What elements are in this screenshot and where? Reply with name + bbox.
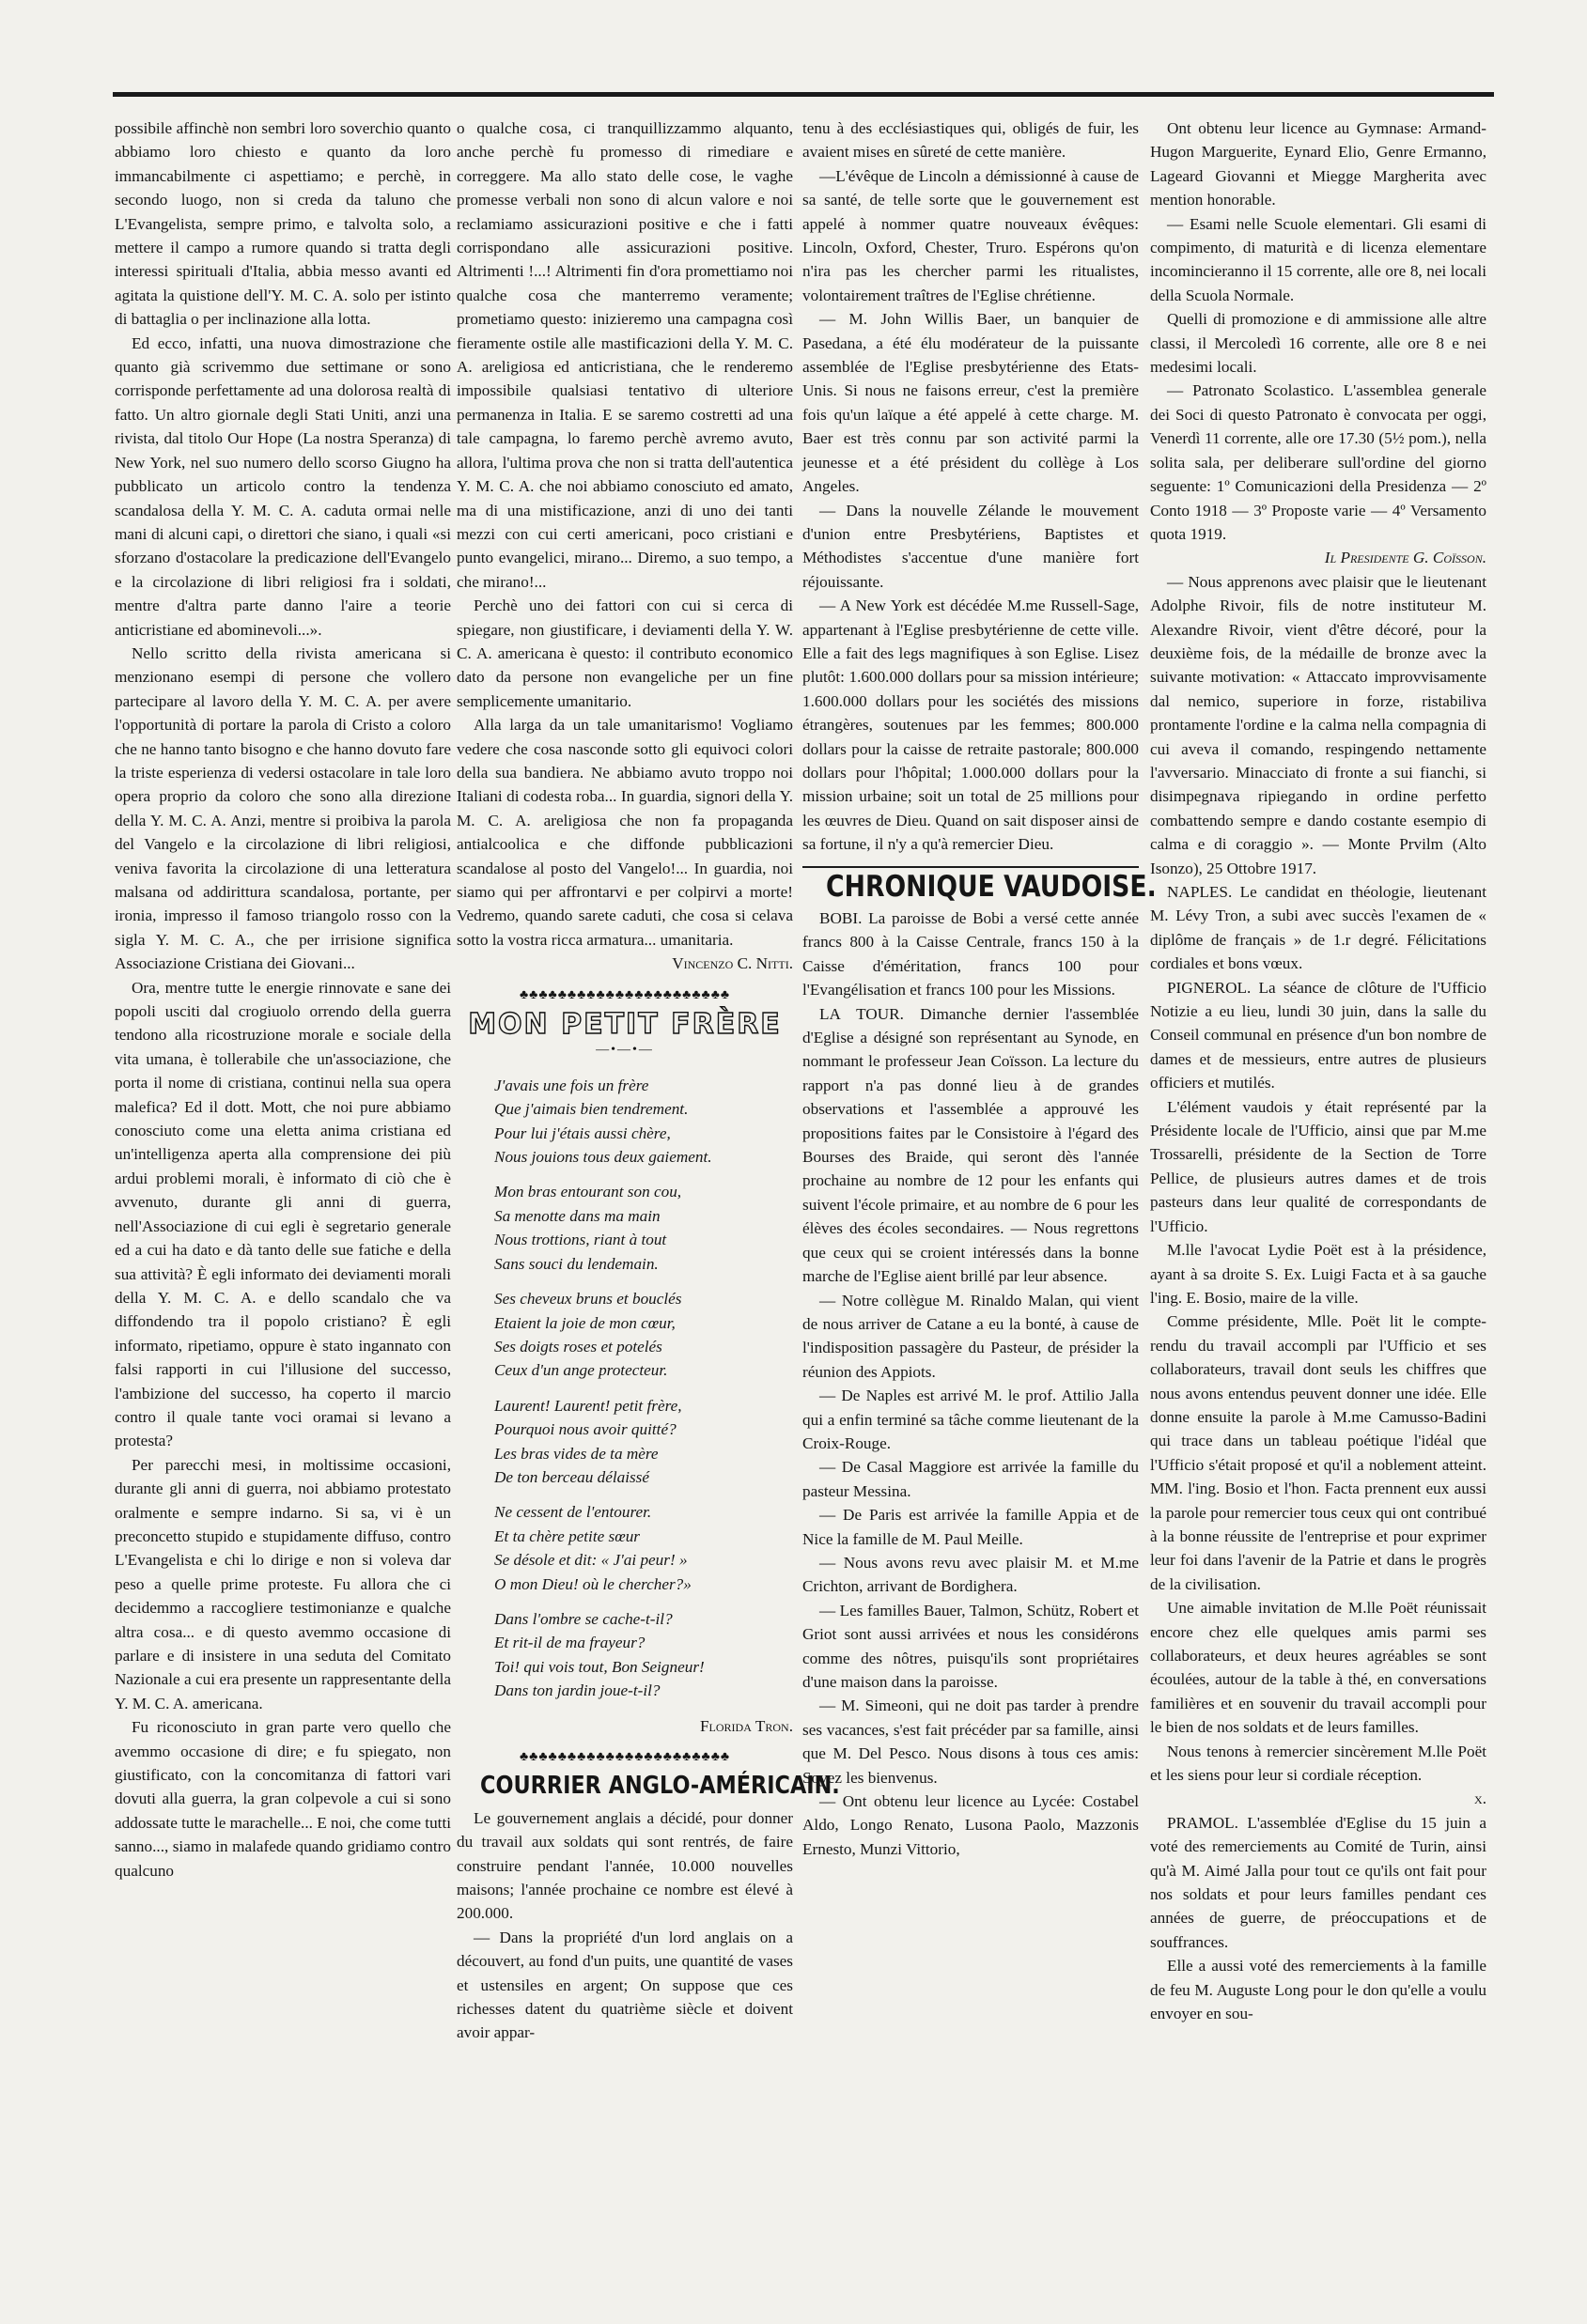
col3-paragraph: — Dans la nouvelle Zélande le mouvement d'union entre Presbytériens, Baptistes et Méthodistes s'accentue d'une manière fort réjouissante. <box>802 501 1139 591</box>
col4-paragraph: — Nous apprenons avec plaisir que le lieutenant Adolphe Rivoir, fils de notre instituteur M. Alexandre Rivoir, vient d'être décoré, pour la deuxième fois, de la médaille de bronze avec la suivante motivation: « Attaccato improvvisamente dal nemico, superiore in forze, ristabiliva prontamente l'ordine e la calma nella compagnia di cui aveva il comando, respingendo nettamente l'avversario. Minacciato di fronte a sui fianchi, si disimpegnava ripiegando in ordine perfetto combattendo sempre e dando costante esempio di calma e di coraggio ». — Monte Prvilm (Alto Isonzo), 25 Ottobre 1917. <box>1150 572 1486 877</box>
top-rule <box>113 92 1494 97</box>
poem-line: Se désole et dit: « J'ai peur! » <box>494 1551 688 1570</box>
poem-line: O mon Dieu! où le chercher?» <box>494 1574 692 1593</box>
col3-paragraph: — Ont obtenu leur licence au Lycée: Costabel Aldo, Longo Renato, Lusona Paolo, Mazzonis Ernesto, Munzi Vittorio, <box>802 1792 1139 1858</box>
poem-line: J'avais une fois un frère <box>494 1076 649 1094</box>
poem-stanza <box>494 1394 793 1490</box>
column-2 <box>457 116 840 2045</box>
poem-stanza <box>494 1500 793 1596</box>
col1-paragraph: possibile affinchè non sembri loro soverchio quanto abbiamo loro chiesto e quanto da loro immancabilmente ci aspettiamo; e perchè, in secondo luogo, non si creda da taluno che L'Evangelista, sempre primo, e talvolta solo, a mettere il campo a rumore quando si tratta degli interessi spirituali d'Italia, abbia messo avanti ed agitata la quistione dell'Y. M. C. A. solo per istinto di battaglia o per inclinazione alla lotta. <box>115 119 451 329</box>
col4-paragraph: PIGNEROL. La séance de clôture de l'Ufficio Notizie a eu lieu, lundi 30 juin, dans la salle du Conseil communal en présence d'un bon nombre de dames et de messieurs, entre autres de plusieurs officiers et mutilés. <box>1150 978 1486 1092</box>
poem-stanza <box>494 1287 793 1383</box>
col3-paragraph: — Les familles Bauer, Talmon, Schütz, Robert et Griot sont aussi arrivées et nous les considérons comme des nôtres, puisqu'ils sont propriétaires d'une maison dans la paroisse. <box>802 1601 1139 1691</box>
poem-author: Florida Tron. <box>699 1716 793 1735</box>
col4-paragraph: L'élément vaudois y était représenté par la Présidente locale de l'Ufficio, ainsi que par M.me Trossarelli, présidente de la Section de Torre Pellice, de plusieurs autres dames et de trois pasteurs dans leur qualité de correspondants de l'Ufficio. <box>1150 1097 1486 1235</box>
col2-paragraph: Perchè uno dei fattori con cui si cerca di spiegare, non giustificare, i deviamenti della Y. W. C. A. americana è questo: il contributo economico dato da persone non evangeliche per un fine semplicemente umanitario. <box>457 596 793 710</box>
col3-paragraph: — De Paris est arrivée la famille Appia et de Nice la famille de M. Paul Meille. <box>802 1506 1139 1548</box>
poem-line: Pourquoi nous avoir quitté? <box>494 1420 677 1439</box>
article-signature: Vincenzo C. Nitti. <box>672 954 793 973</box>
poem-line: Ses cheveux bruns et bouclés <box>494 1290 682 1309</box>
col2-paragraph: Alla larga da un tale umanitarismo! Vogliamo vedere che cosa nasconde sotto gli equivoci colori della sua bandiera. Ne abbiamo avuto troppo noi Italiani di codesta roba... In guardia, signori della Y. M. C. A. areligiosa che non fa propaganda antialcoolica e che diffonde pubblicazioni scandalose al posto del Vangelo!... In guardia, noi siamo qui per affrontarvi e per colpirvi a morte! Vedremo, quando sarete caduti, che cosa si celava sotto la vostra ricca armatura... umanitaria. <box>457 716 793 949</box>
poem-line: Et ta chère petite sœur <box>494 1526 640 1545</box>
col4-paragraph: Quelli di promozione e di ammissione alle altre classi, il Mercoledì 16 corrente, alle ore 8 e nei medesimi locali. <box>1150 310 1486 377</box>
poem-line: Toi! qui vois tout, Bon Seigneur! <box>494 1657 705 1676</box>
poem-line: Ne cessent de l'entourer. <box>494 1503 652 1522</box>
col1-paragraph: Fu riconosciuto in gran parte vero quello che avemmo occasione di dire; e fu spiegato, non giustificato, con la concomitanza di fattori vari dovuti alla guerra, la gran colpevole a cui si sono addossate tutte le marachelle... E noi, che come tutti sanno..., siamo in malafede quando gridiamo contro qualcuno <box>115 1718 451 1880</box>
col4-paragraph: M.lle l'avocat Lydie Poët est à la présidence, ayant à sa droite S. Ex. Luigi Facta et à sa gauche l'ing. E. Bosio, maire de la ville. <box>1150 1241 1486 1307</box>
poem-line: Dans ton jardin joue-t-il? <box>494 1681 661 1700</box>
stars-separator: ♣♣♣♣♣♣♣♣♣♣♣♣♣♣♣♣♣♣♣♣♣♣ <box>519 987 731 1002</box>
col3-paragraph: LA TOUR. Dimanche dernier l'assemblée d'Eglise a désigné son représentant au Synode, en nommant le professeur Jean Coïsson. La lecture du rapport n'a pas donné lieu à de grandes observations et l'assemblée a approuvé les propositions faites par le Consistoire à l'égard des Bourses des Braide, qui seront dès l'année prochaine au nombre de 12 pour les enfants qui suivent l'école primaire, et au nombre de 6 pour les élèves des écoles secondaires. — Nous regrettons que ceux qui se croient intéressés dans la bonne marche de l'Eglise aient brillé par leur absence. <box>802 1004 1139 1286</box>
ornament-separator: ♣♣♣♣♣♣♣♣♣♣♣♣♣♣♣♣♣♣♣♣♣♣ <box>519 1750 731 1764</box>
chronique-heading: CHRONIQUE VAUDOISE. <box>826 869 1157 904</box>
poem-line: Pour lui j'étais aussi chère, <box>494 1123 671 1142</box>
column-4 <box>1150 116 1486 2026</box>
col3-paragraph: — A New York est décédée M.me Russell-Sage, appartenant à l'Eglise presbytérienne de cette ville. Elle a fait des legs magnifiques à son Eglise. Lisez plutôt: 1.600.000 dollars pour sa mission intérieure; 1.600.000 dollars pour les sociétés des missions étrangères, soutenues par les femmes; 800.000 dollars pour la caisse de retraite pastorale; 800.000 dollars pour l'hôpital; 1.000.000 dollars pour la mission urbaine; soit un total de 25 millions pour les œuvres de Dieu. Quand on sait disposer ainsi de sa fortune, il n'y a qu'à remercier Dieu. <box>802 596 1139 854</box>
col1-paragraph: Ora, mentre tutte le energie rinnovate e sane dei popoli usciti dal crogiuolo orrendo della guerra tendono alla ricostruzione morale e sociale della vita umana, è tollerabile che un'associazione, che porta il nome di cristiana, continui nella sua opera malefica? Ed il dott. Mott, che noi pure abbiamo conosciuto come una eletta anima cristiana ed un'intelligenza aperta alla comprensione dei più ardui problemi morali, è informato di ciò che è avvenuto, durante gli anni di guerra, nell'Associazione di cui egli è segretario generale ed a cui ha dato e dà tanto delle sue fatiche e della sua attività? È egli informato dei deviamenti morali della Y. M. C. A. e dello scandalo che va diffondendo tra il popolo cristiano? È egli informato, ripetiamo, oppure è stato ingannato con falsi rapporti in cui l'illusione del successo, l'ambizione del successo, ha coperto il marcio contro il quale tante voci oramai si levano a protesta? <box>115 978 451 1450</box>
col3-paragraph: — M. Simeoni, qui ne doit pas tarder à prendre ses vacances, s'est fait précéder par sa famille, ainsi que M. Del Pesco. Nous disons à tous ces amis: Soyez les bienvenus. <box>802 1697 1139 1787</box>
col1-paragraph: Per parecchi mesi, in moltissime occasioni, durante gli anni di guerra, noi abbiamo protestato oralmente e sempre indarno. Si sa, vi è un preconcetto stupido e stupidamente diffuso, contro L'Evangelista e chi lo dirige e non si voleva dar peso a quelle prime proteste. Fu allora che ci decidemmo a raccogliere testimonianze e qualche altra cosa... e di questo avemmo occasione di parlare e di insistere in una seduta del Comitato Nazionale a cui era presente un rappresentante della Y. M. C. A. americana. <box>115 1455 451 1712</box>
col3-paragraph: —L'évêque de Lincoln a démissionné à cause de sa santé, de telle sorte que le gouvernement est appelé à nommer quatre nouveaux évêques: Lincoln, Oxford, Chester, Truro. Espérons qu'on n'ira pas les chercher parmi les ritualistes, volontairement traîtres de l'Eglise chrétienne. <box>802 166 1139 304</box>
col1-paragraph: Nello scritto della rivista americana si menzionano esempi di persone che vollero partecipare al lavoro della Y. M. C. A. per avere l'opportunità di portare la parola di Cristo a coloro che ne hanno tanto bisogno e che hanno dovuto fare la triste esperienza di vedersi ostacolare in tale loro opera proprio da coloro che sono alla direzione della Y. M. C. A. Anzi, mentre si proibiva la parola del Vangelo e la circolazione di libri religiosi, veniva favorita la circolazione di una letteratura malsana od addirittura scandalosa, portante, per ironia, impresso il famoso triangolo rosso con la sigla Y. M. C. A., che per irrisione significa Associazione Cristiana dei Giovani... <box>115 643 451 973</box>
section-rule <box>802 866 1139 868</box>
poem-line: Laurent! Laurent! petit frère, <box>494 1396 682 1415</box>
poem-line: De ton berceau délaissé <box>494 1467 649 1486</box>
poem-line: Etaient la joie de mon cœur, <box>494 1313 676 1332</box>
poem-line: Sans souci du lendemain. <box>494 1254 659 1273</box>
col4-paragraph: Comme présidente, Mlle. Poët lit le compte-rendu du travail accompli par l'Ufficio et ses collaborateurs, travail dont seuls les chiffres que nous avons entendus peuvent donner une idée. Elle donne ensuite la parole à M.me Camusso-Badini qui trace dans un tableau poétique l'idéal que l'Ufficio s'était proposé et qu'il a noblement atteint. MM. l'ing. Bosio et l'hon. Facta prennent eux aussi la parole pour remercier tous ceux qui ont contribué à la bonne réussite de l'entreprise et pour exprimer leur foi dans l'avenir de la Patrie et dans le progrès de la civilisation. <box>1150 1312 1486 1593</box>
poem-line: Que j'aimais bien tendrement. <box>494 1100 689 1119</box>
col1-paragraph: Ed ecco, infatti, una nuova dimostrazione che quanto già scrivemmo due settimane or sono corrisponde perfettamente ad una dolorosa realtà di fatto. Un altro giornale degli Stati Uniti, anzi una rivista, dal titolo Our Hope (La nostra Speranza) di New York, nel suo numero dello scorso Giugno ha pubblicato un articolo contro la tendenza scandalosa della Y. M. C. A. caduta ormai nelle mani di alcuni capi, o direttori che siano, i quali «si sforzano d'ostacolare la predicazione dell'Evangelo e la circolazione di libri religiosi fra i soldati, mentre d'altra parte danno l'aire a teorie anticristiane ed abominevoli...». <box>115 333 451 639</box>
poem-stanza <box>494 1180 793 1276</box>
poem-line: Sa menotte dans ma main <box>494 1206 661 1225</box>
column-1 <box>115 116 451 1882</box>
initial-signature: x. <box>1474 1789 1486 1808</box>
poem-line: Ceux d'un ange protecteur. <box>494 1361 668 1380</box>
poem-line: Et rit-il de ma frayeur? <box>494 1634 646 1652</box>
column-3 <box>802 116 1157 1861</box>
col4-paragraph: Ont obtenu leur licence au Gymnase: Armand-Hugon Marguerite, Eynard Elio, Genre Ermanno, Lageard Giovanni et Miegge Margherita avec mention honorable. <box>1150 119 1486 209</box>
col2-paragraph: Le gouvernement anglais a décidé, pour donner du travail aux soldats qui sont rentrés, de faire construire pendant l'année, 10.000 nouvelles maisons; l'année prochaine ce nombre est élevé à 200.000. <box>457 1808 793 1923</box>
col4-paragraph: — Patronato Scolastico. L'assemblea generale dei Soci di questo Patronato è convocata per oggi, Venerdì 11 corrente, alle ore 17.30 (5½ pom.), nella solita sala, per deliberare sull'ordine del giorno seguente: 1º Comunicazioni della Presidenza — 2º Conto 1918 — 3º Proposte varie — 4º Versamento quota 1919. <box>1150 381 1486 543</box>
poem-stanza <box>494 1074 793 1170</box>
poem-line: Les bras vides de ta mère <box>494 1444 659 1463</box>
col3-paragraph: BOBI. La paroisse de Bobi a versé cette année francs 800 à la Caisse Centrale, francs 150 à la Caisse d'éméritation, francs 100 pour l'Evangélisation et francs 100 pour les Missions. <box>802 909 1139 999</box>
col3-paragraph: — De Naples est arrivé M. le prof. Attilio Jalla qui a enfin terminé sa tâche comme lieutenant de la Croix-Rouge. <box>802 1387 1139 1452</box>
col3-paragraph: — De Casal Maggiore est arrivée la famille du pasteur Messina. <box>802 1458 1139 1500</box>
col4-paragraph: PRAMOL. L'assemblée d'Eglise du 15 juin a voté des remerciements au Comité de Turin, ainsi qu'à M. Aimé Jalla pour tout ce qu'ils ont fait pour nos soldats et pour leurs familles pendant ces années de guerre, de préoccupations et de souffrances. <box>1150 1813 1486 1951</box>
col3-paragraph: — Notre collègue M. Rinaldo Malan, qui vient de nous arriver de Catane a eu la bonté, à cause de l'indisposition passagère du Pasteur, de présider la réunion des Appiots. <box>802 1291 1139 1381</box>
poem-line: Nous trottions, riant à tout <box>494 1231 667 1249</box>
col4-paragraph: — Esami nelle Scuole elementari. Gli esami di compimento, di maturità e di licenza elementare incomincieranno il 15 corrente, alle ore 8, nei locali della Scuola Normale. <box>1150 214 1486 304</box>
poem-line: Dans l'ombre se cache-t-il? <box>494 1609 673 1628</box>
col4-paragraph: Nous tenons à remercier sincèrement M.lle Poët et les siens pour leur si cordiale réception. <box>1150 1742 1486 1785</box>
poem-line: Mon bras entourant son cou, <box>494 1183 682 1201</box>
presidente-signature: Il Presidente G. Coïsson. <box>1324 549 1486 567</box>
col3-paragraph: — M. John Willis Baer, un banquier de Pasedana, a été élu modérateur de la puissante assemblée de l'Eglise presbytérienne des Etats-Unis. Si nous ne faisons erreur, c'est la première fois qu'un laïque a été appelé à cette charge. M. Baer est très connu par son activité parmi la jeunesse et a été président du collège à Los Angeles. <box>802 310 1139 496</box>
col3-paragraph: — Nous avons revu avec plaisir M. et M.me Crichton, arrivant de Bordighera. <box>802 1553 1139 1596</box>
title-ornament: —•—•— <box>596 1043 654 1058</box>
col4-paragraph: Elle a aussi voté des remerciements à la famille de feu M. Auguste Long pour le don qu'elle a voulu envoyer en sou- <box>1150 1957 1486 2023</box>
col2-paragraph: — Dans la propriété d'un lord anglais on a découvert, au fond d'un puits, une quantité de vases et ustensiles en argent; On suppose que ces richesses datent du quatrième siècle et doivent avoir appar- <box>457 1928 793 2042</box>
poem <box>457 1074 793 1703</box>
col3-paragraph: tenu à des ecclésiastiques qui, obligés de fuir, les avaient mises en sûreté de cette manière. <box>802 119 1139 162</box>
courrier-heading: COURRIER ANGLO-AMÉRICAIN. <box>480 1772 840 1801</box>
col4-paragraph: Une aimable invitation de M.lle Poët réunissait encore chez elle quelques amis parmi ses collaborateurs, et deux heures agréables se sont écoulées, autour de la table à thé, en conversations familières et en souvenir du travail accompli pour le bien de nos soldats et de leurs familles. <box>1150 1599 1486 1737</box>
poem-line: Ses doigts roses et potelés <box>494 1337 662 1356</box>
poem-title: MON PETIT FRÈRE <box>468 1008 782 1042</box>
poem-line: Nous jouions tous deux gaiement. <box>494 1148 712 1167</box>
col2-paragraph: o qualche cosa, ci tranquillizzammo alquanto, anche perchè fu promesso di rimediare e correggere. Ma allo stato delle cose, le vaghe promesse verbali non sono di alcun valore e noi reclamiamo assicurazioni positive e che i fatti corrispondano alle assicurazioni positive. Altrimenti !...! Altrimenti fin d'ora promettiamo noi qualche cosa che manterremo veramente; prometiamo questo: inizieremo una campagna così fieramente ostile alle mastificazioni della Y. M. C. A. areligiosa ed anticristiana, che le renderemo impossibile qualsiasi tentativo di ulteriore permanenza in Italia. E se saremo costretti ad una tale campagna, lo faremo perchè avremo avuto, allora, l'ultima prova che non si tratta dell'autentica Y. M. C. A. che noi abbiamo conosciuto ed amato, ma di una mistificazione, anzi di uno dei tanti mezzi con cui certi americani, poco cristiani e punto evangelici, mirano... Diremo, a suo tempo, a che mirano!... <box>457 119 793 591</box>
poem-stanza <box>494 1607 793 1703</box>
col4-paragraph: NAPLES. Le candidat en théologie, lieutenant M. Lévy Tron, a subi avec succès l'examen de « diplôme de français » de 1.r degré. Félicitations cordiales et bons vœux. <box>1150 883 1486 973</box>
